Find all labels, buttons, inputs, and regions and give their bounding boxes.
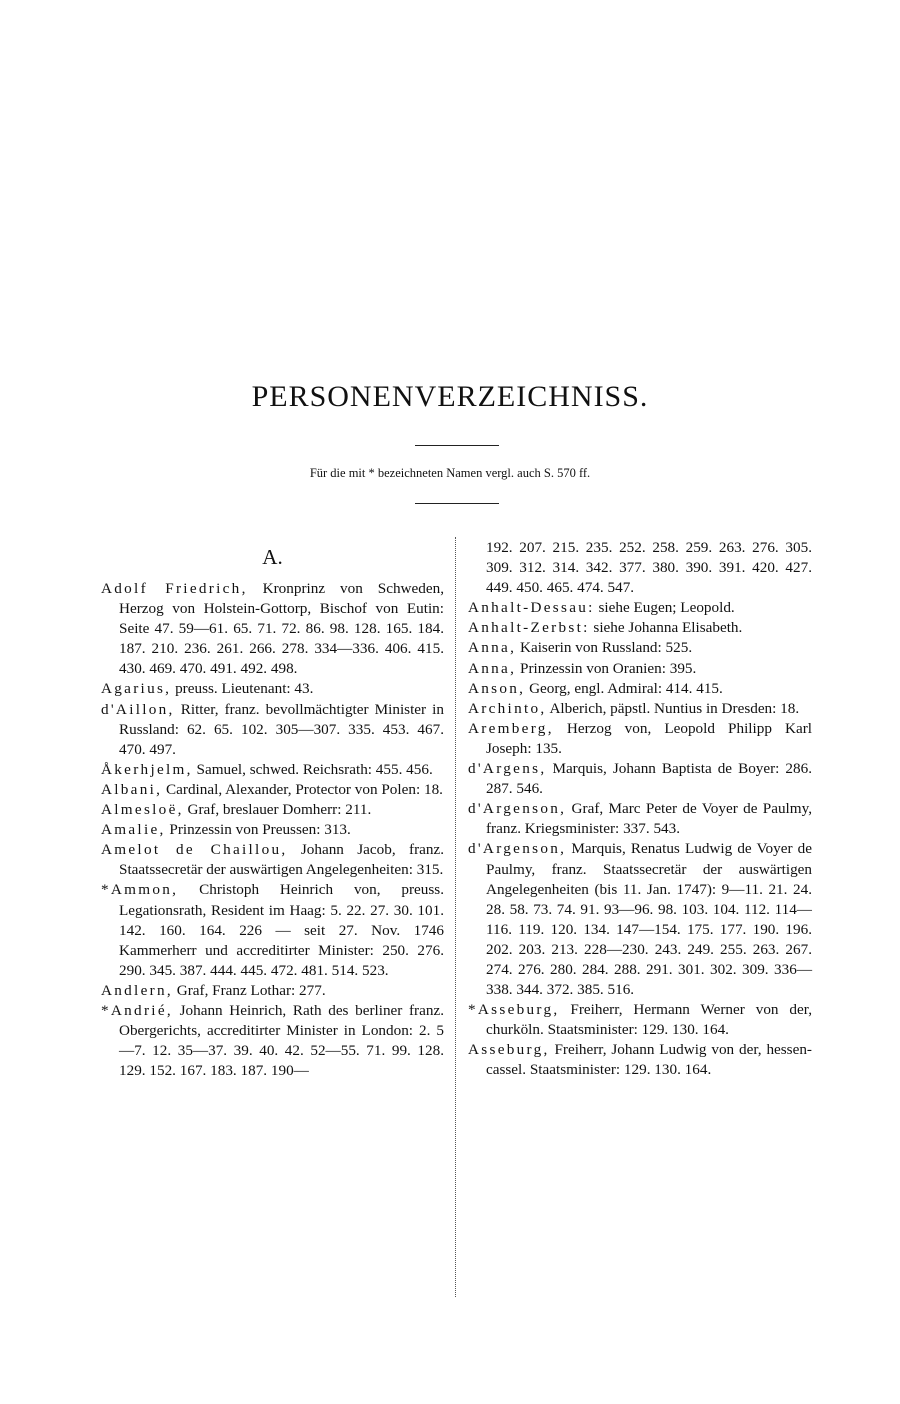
note-rule bbox=[415, 503, 499, 504]
entry-details: siehe Eugen; Leopold. bbox=[594, 599, 735, 617]
index-entry bbox=[468, 799, 812, 839]
index-entry bbox=[101, 760, 444, 780]
entry-details: preuss. Lieutenant: 43. bbox=[171, 680, 314, 698]
entry-name: Andlern, bbox=[101, 981, 173, 999]
entry-details: Graf, breslauer Domherr: 211. bbox=[183, 801, 372, 819]
right-entries bbox=[468, 598, 812, 1080]
index-entry bbox=[468, 598, 812, 618]
entry-name: Asseburg, bbox=[468, 1041, 550, 1059]
left-entries bbox=[101, 579, 444, 1081]
index-entry bbox=[101, 981, 444, 1001]
index-entry bbox=[468, 659, 812, 679]
entry-details: Johann Jacob, franz. Staatssecretär der auswärtigen Angelegenheiten: 315. bbox=[119, 841, 445, 879]
page-title: PERSONENVERZEICHNISS. bbox=[251, 380, 649, 413]
entry-name: d'Argenson, bbox=[468, 800, 567, 818]
index-entry bbox=[101, 1001, 444, 1081]
entry-details: siehe Johanna Elisabeth. bbox=[589, 619, 743, 637]
entry-details: Kronprinz von Schweden, Herzog von Holstein-Gottorp, Bischof von Eutin: Seite 47. 59—61. 65. 71. 72. 86. 98. 128. 165. 184. 187. 210. 236. 261. 266. 278. 334—336. 406. 415. 430. 469. 470. 491. 492. 498. bbox=[119, 580, 444, 678]
entry-name: Amalie, bbox=[101, 821, 166, 839]
index-entry bbox=[468, 1040, 812, 1080]
entry-details: Cardinal, Alexander, Protector von Polen: 18. bbox=[162, 780, 443, 798]
entry-details: Freiherr, Johann Ludwig von der, hessen-cassel. Staatsminister: 129. 130. 164. bbox=[486, 1041, 812, 1079]
entry-details: Johann Heinrich, Rath des berliner franz. Obergerichts, accreditirter Minister in London: 2. 5—7. 12. 35—37. 39. 40. 42. 52—55. 71. 99. 128. 129. 152. 167. 183. 187. 190— bbox=[119, 1001, 444, 1080]
entry-name: Albani, bbox=[101, 780, 163, 798]
index-entry bbox=[468, 638, 812, 658]
entry-details: Georg, engl. Admiral: 414. 415. bbox=[525, 679, 723, 697]
entry-details: Freiherr, Hermann Werner von der, churköln. Staatsminister: 129. 130. 164. bbox=[486, 1001, 812, 1039]
index-entry bbox=[468, 679, 812, 699]
entry-name: Agarius, bbox=[101, 680, 172, 698]
entry-name: Anson, bbox=[468, 679, 526, 697]
entry-details: Alberich, päpstl. Nuntius in Dresden: 18. bbox=[546, 699, 800, 717]
index-column-right bbox=[468, 538, 812, 1081]
entry-details: Marquis, Johann Baptista de Boyer: 286. 287. 546. bbox=[486, 760, 812, 798]
entry-details: Ritter, franz. bevollmächtigter Minister in Russland: 62. 65. 102. 305—307. 335. 453. 467. 470. 497. bbox=[119, 700, 444, 758]
asterisk-note: Für die mit * bezeichneten Namen vergl. auch S. 570 ff. bbox=[309, 466, 591, 480]
entry-name: Anhalt-Zerbst: bbox=[468, 619, 590, 637]
entry-name: *Ammon, bbox=[101, 881, 179, 899]
entry-name: Anhalt-Dessau: bbox=[468, 599, 595, 617]
entry-name: Almesloë, bbox=[101, 801, 184, 819]
entry-details: Graf, Franz Lothar: 277. bbox=[172, 981, 326, 999]
index-entry bbox=[468, 719, 812, 759]
title-rule bbox=[415, 445, 499, 446]
entry-name: Anna, bbox=[468, 659, 517, 677]
index-entry bbox=[468, 618, 812, 638]
entry-name: d'Argens, bbox=[468, 760, 547, 778]
section-letter: A. bbox=[262, 545, 283, 569]
index-entry bbox=[101, 840, 444, 880]
entry-name: Aremberg, bbox=[468, 719, 554, 737]
entry-name: Åkerhjelm, bbox=[101, 760, 193, 778]
entry-details: Prinzessin von Oranien: 395. bbox=[516, 659, 697, 677]
index-entry bbox=[101, 880, 444, 980]
entry-details: Marquis, Renatus Ludwig de Voyer de Paulmy, franz. Staatssecretär der auswärtigen Angelegenheiten (bis 11. Jan. 1747): 9—11. 21. 24. 28. 58. 73. 74. 91. 93—96. 98. 103. 104. 112. 114—116. 119. 120. 134. 147—154. 175. 177. 190. 196. 202. 203. 213. 228—230. 243. 249. 255. 263. 267. 274. 276. 280. 284. 288. 291. 301. 302. 309. 336—338. 344. 372. 385. 516. bbox=[486, 840, 812, 999]
entry-name: Anna, bbox=[468, 639, 517, 657]
entry-name: d'Aillon, bbox=[101, 700, 175, 718]
entry-name: *Asseburg, bbox=[468, 1001, 560, 1019]
index-entry bbox=[468, 839, 812, 1000]
index-entry bbox=[468, 1000, 812, 1040]
column-divider bbox=[455, 537, 456, 1297]
index-entry bbox=[101, 700, 444, 760]
entry-name: Adolf Friedrich, bbox=[101, 580, 248, 597]
index-entry bbox=[468, 699, 812, 719]
index-entry bbox=[101, 800, 444, 820]
entry-details: Prinzessin von Preussen: 313. bbox=[165, 821, 351, 839]
entry-details: Samuel, schwed. Reichsrath: 455. 456. bbox=[192, 760, 433, 778]
index-column-left bbox=[101, 538, 444, 1081]
index-entry bbox=[101, 820, 444, 840]
entry-details: Graf, Marc Peter de Voyer de Paulmy, franz. Kriegsminister: 337. 543. bbox=[486, 800, 812, 838]
index-entry bbox=[101, 679, 444, 699]
entry-details: Kaiserin von Russland: 525. bbox=[516, 639, 693, 657]
index-entry bbox=[101, 579, 444, 679]
entry-name: Archinto, bbox=[468, 699, 547, 717]
entry-name: d'Argenson, bbox=[468, 840, 567, 858]
entry-details: Christoph Heinrich von, preuss. Legationsrath, Resident im Haag: 5. 22. 27. 30. 101. 142. 160. 164. 226 — seit 27. Nov. 1746 Kammerherr und accreditirter Minister: 250. 276. 290. 345. 387. 444. 445. 472. 481. 514. 523. bbox=[119, 881, 444, 979]
entry-name: Amelot de Chaillou, bbox=[101, 841, 288, 859]
entry-name: *Andrié, bbox=[101, 1001, 173, 1019]
index-entry bbox=[101, 780, 444, 800]
index-entry bbox=[468, 759, 812, 799]
entry-details: Herzog von, Leopold Philipp Karl Joseph: 135. bbox=[486, 719, 812, 757]
continuation-text: 192. 207. 215. 235. 252. 258. 259. 263. 276. 305. 309. 312. 314. 342. 377. 380. 390. 391. 420. 427. 449. 450. 465. 474. 547. bbox=[486, 539, 812, 597]
